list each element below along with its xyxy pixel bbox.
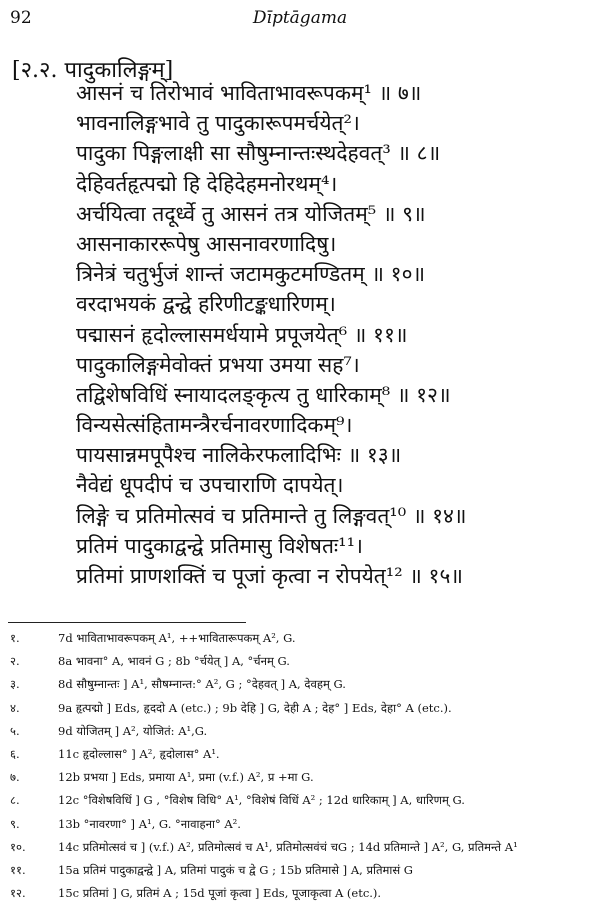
footnote-number: १२. <box>10 886 26 901</box>
footnote-text: 12c °विशेषविधिं ] G , °विशेष विधि° A¹, °विशेषं विधिं A² ; 12d धारिकाम् ] A, धारिणम् G. <box>58 793 465 808</box>
footnote <box>10 720 598 743</box>
footnote-text: 14c प्रतिमोत्सवं च ] (v.f.) A², प्रतिमोत्सवं च A¹, प्रतिमोत्सवंचं चG ; 14d प्रतिमान्ते ] A², G, प्रतिमन्ते A¹ <box>58 839 518 854</box>
footnote-number: ९. <box>10 816 20 831</box>
section-heading: [२.२. पादुकालिङ्गम्] <box>12 58 174 83</box>
verse-line: पादुका पिङ्गलाक्षी सा सौषुम्नान्तःस्थदेहवत्³ ॥ ८॥ <box>76 141 441 166</box>
footnote <box>10 697 598 720</box>
page-number: 92 <box>10 8 32 28</box>
footnote <box>10 766 598 789</box>
footnote <box>10 859 598 882</box>
footnote <box>10 627 598 650</box>
verse-line: नैवेद्यं धूपदीपं च उपचाराणि दापयेत्। <box>76 473 344 498</box>
footnotes <box>10 627 598 905</box>
footnote-number: १०. <box>10 839 26 854</box>
verse-line: पादुकालिङ्गमेवोक्तं प्रभया उमया सह⁷। <box>76 352 360 377</box>
footnote-text: 8a भावना° A, भावनं G ; 8b °र्चयेत् ] A, °र्चनम् G. <box>58 654 290 669</box>
footnote-number: २. <box>10 654 20 669</box>
footnote-number: ६. <box>10 746 20 761</box>
verse-line: पायसान्नमपूपैश्च नालिकेरफलादिभिः ॥ १३॥ <box>76 443 402 468</box>
footnote-text: 11c हृदोल्लास° ] A², हृदोलास° A¹. <box>58 746 220 761</box>
verse-line: देहिवर्तहृत्पद्मो हि देहिदेहमनोरथम्⁴। <box>76 171 338 196</box>
running-title: Dīptāgama <box>252 8 348 28</box>
verse-line: प्रतिमां प्राणशक्तिं च पूजां कृत्वा न रोपयेत्¹² ॥ १५॥ <box>76 564 463 588</box>
verse-line: लिङ्गे च प्रतिमोत्सवं च प्रतिमान्ते तु लिङ्गवत्¹⁰ ॥ १४॥ <box>76 503 467 528</box>
verse-line: प्रतिमं पादुकाद्वन्द्वे प्रतिमासु विशेषतः¹¹। <box>76 533 363 558</box>
page-header <box>0 8 600 32</box>
verse-line: पद्मासनं हृदोल्लासमर्धयामे प्रपूजयेत्⁶ ॥ ११॥ <box>76 322 408 347</box>
footnote-text: 12b प्रभया ] Eds, प्रमाया A¹, प्रमा (v.f.) A², प्र +मा G. <box>58 770 314 785</box>
verse-line: विन्यसेत्संहितामन्त्रैरर्चनावरणादिकम्⁹। <box>76 413 353 438</box>
footnote <box>10 743 598 766</box>
footnote-number: ७. <box>10 770 20 785</box>
footnote-number: ४. <box>10 700 20 715</box>
verse-line: अर्चयित्वा तदूर्ध्वे तु आसनं तत्र योजितम्⁵ ॥ ९॥ <box>76 201 426 226</box>
footnote <box>10 813 598 836</box>
footnote-divider <box>8 622 246 623</box>
footnote-text: 8d सौषुम्नान्तः ] A¹, सौषम्नान्त:° A², G ; °देहवत् ] A, देवहम् G. <box>58 677 346 692</box>
verse-line: आसनाकाररूपेषु आसनावरणादिषु। <box>76 231 337 256</box>
footnote <box>10 789 598 812</box>
footnote-number: ५. <box>10 723 20 738</box>
footnote-number: ३. <box>10 677 20 692</box>
verse-line: तद्विशेषविधिं स्नायादलङ्कृत्य तु धारिकाम्⁸ ॥ १२॥ <box>76 382 451 407</box>
footnote <box>10 836 598 859</box>
verse-block <box>76 78 596 591</box>
footnote-text: 15a प्रतिमं पादुकाद्वन्द्वे ] A, प्रतिमां पादुकं च द्वे G ; 15b प्रतिमासे ] A, प्रतिमासं G <box>58 862 413 877</box>
footnote <box>10 673 598 696</box>
footnote-text: 7d भाविताभावरूपकम् A¹, ++भावितारूपकम् A², G. <box>58 631 296 645</box>
verse-line: त्रिनेत्रं चतुर्भुजं शान्तं जटामकुटमण्डितम् ॥ १०॥ <box>76 262 426 287</box>
verse-line: वरदाभयकं द्वन्द्वे हरिणीटङ्कधारिणम्। <box>76 292 336 317</box>
footnote-text: 13b °नावरणा° ] A¹, G. °नावाहना° A². <box>58 816 241 831</box>
footnote-text: 9a हृत्पद्मो ] Eds, हृददो A (etc.) ; 9b देहि ] G, देही A ; देह° ] Eds, देहा° A (etc.). <box>58 700 452 715</box>
footnote-text: 15c प्रतिमां ] G, प्रतिमं A ; 15d पूजां कृत्वा ] Eds, पूजाकृत्वा A (etc.). <box>58 886 382 901</box>
footnote-number: ११. <box>10 862 26 877</box>
footnote <box>10 882 598 905</box>
footnote-number: ८. <box>10 793 20 808</box>
footnote <box>10 650 598 673</box>
verse-line: भावनालिङ्गभावे तु पादुकारूपमर्चयेत्²। <box>76 111 360 136</box>
verse-line: आसनं च तिरोभावं भाविताभावरूपकम्¹ ॥ ७॥ <box>76 81 422 105</box>
footnote-text: 9d योजितम् ] A², योजितं: A¹,G. <box>58 723 208 738</box>
footnote-number: १. <box>10 631 20 645</box>
